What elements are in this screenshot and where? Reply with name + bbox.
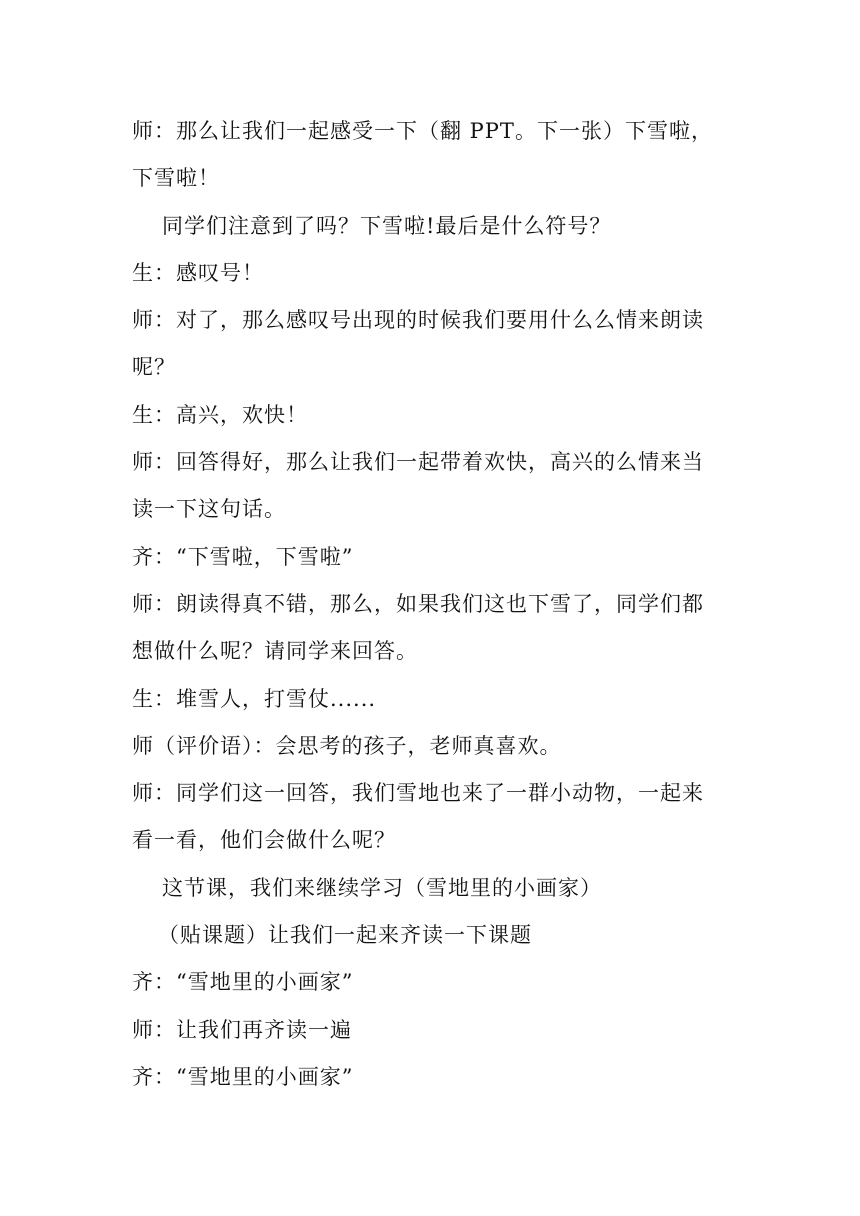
dialogue-line: 同学们注意到了吗？下雪啦!最后是什么符号？ [162, 213, 612, 238]
dialogue-line: 师：回答得好，那么让我们一起带着欢快，高兴的么情来当 [132, 450, 704, 475]
dialogue-line: 生：高兴，欢快！ [132, 402, 308, 427]
dialogue-line: 师：同学们这一回答，我们雪地也来了一群小动物，一起来 [132, 781, 704, 806]
dialogue-line: （贴课题）让我们一起来齐读一下课题 [158, 923, 532, 948]
dialogue-line: 下雪啦！ [132, 166, 220, 191]
dialogue-line: 呢？ [132, 355, 176, 380]
dialogue-line: 读一下这句话。 [132, 497, 286, 522]
dialogue-line: 看一看，他们会做什么呢？ [132, 828, 396, 853]
dialogue-line: 师：对了，那么感叹号出现的时候我们要用什么么情来朗读 [132, 308, 704, 333]
dialogue-line: 师：让我们再齐读一遍 [132, 1017, 352, 1042]
dialogue-line: 齐：“雪地里的小画家” [132, 970, 354, 995]
dialogue-line: 生：堆雪人，打雪仗...... [132, 686, 377, 711]
dialogue-line: 这节课，我们来继续学习（雪地里的小画家） [162, 875, 602, 900]
dialogue-line: 师（评价语）：会思考的孩子，老师真喜欢。 [132, 733, 562, 758]
dialogue-line: 师：那么让我们一起感受一下（翻 PPT。下一张）下雪啦， [132, 119, 713, 143]
dialogue-line: 生：感叹号！ [132, 260, 264, 285]
dialogue-line: 师：朗读得真不错，那么，如果我们这也下雪了，同学们都 [132, 591, 704, 616]
dialogue-line: 想做什么呢？请同学来回答。 [132, 639, 418, 664]
dialogue-line: 齐：“雪地里的小画家” [132, 1064, 354, 1089]
dialogue-line: 齐：“下雪啦，下雪啦” [132, 544, 354, 569]
